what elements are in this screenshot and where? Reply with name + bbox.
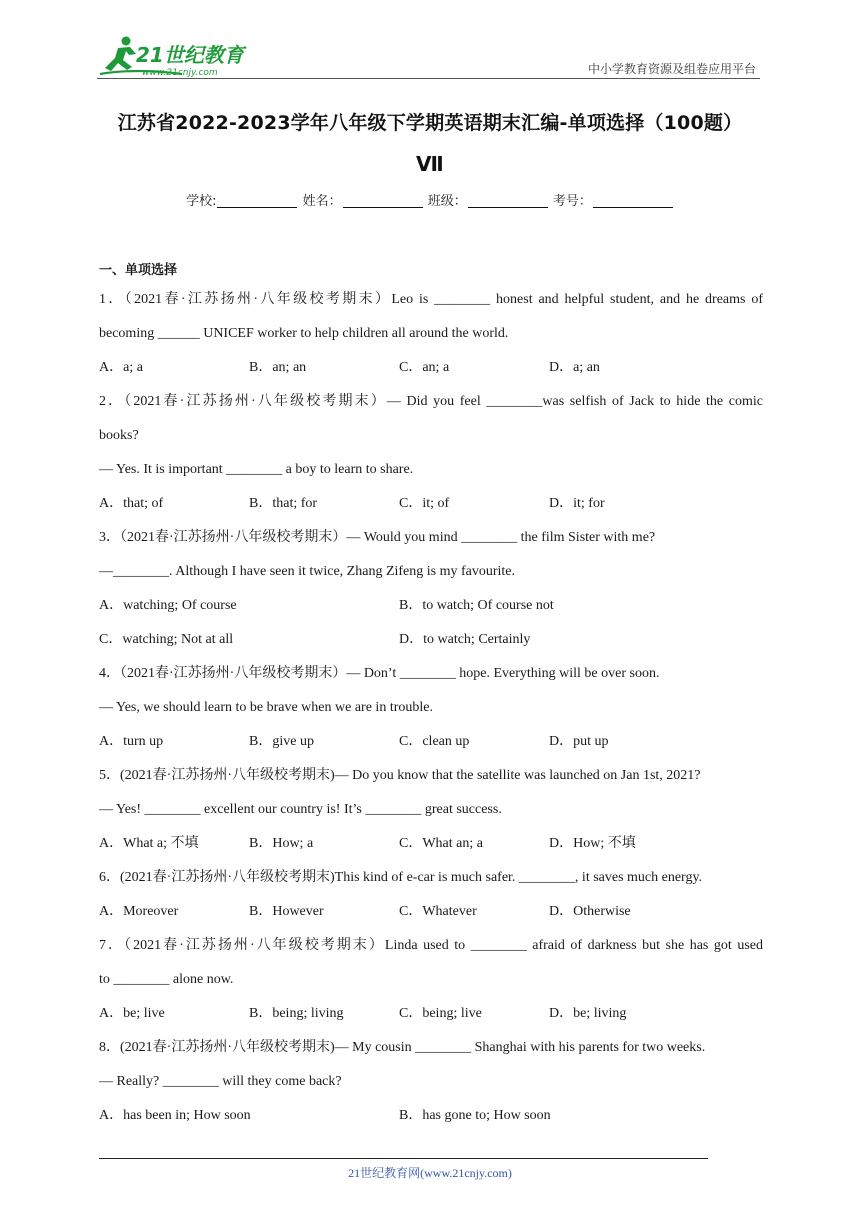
answer-option[interactable]: D．be; living	[549, 1006, 627, 1021]
answer-option[interactable]: D．How; 不填	[549, 836, 636, 851]
page-title-roman: Ⅶ	[416, 152, 444, 176]
question-line: — Yes. It is important ________ a boy to learn to share.	[99, 462, 414, 477]
page-title: 江苏省2022-2023学年八年级下学期英语期末汇编-单项选择（100题）	[117, 112, 743, 134]
footer-divider	[99, 1158, 708, 1159]
name-blank[interactable]	[343, 195, 423, 208]
answer-option[interactable]: A．that; of	[99, 496, 164, 511]
answer-option[interactable]: B．an; an	[249, 360, 307, 375]
answer-option[interactable]: B．give up	[249, 734, 314, 749]
answer-option[interactable]: C．What an; a	[399, 836, 483, 851]
answer-option[interactable]: A．be; live	[99, 1006, 165, 1021]
school-blank[interactable]	[217, 195, 297, 208]
exam-no-label: 考号：	[552, 194, 592, 209]
answer-option[interactable]: C．watching; Not at all	[99, 632, 234, 647]
question-line: — Yes, we should learn to be brave when we are in trouble.	[99, 700, 433, 715]
exam-no-blank[interactable]	[593, 195, 673, 208]
question-stem: 5．(2021春·江苏扬州·八年级校考期末)— Do you know that the satellite was launched on Jan 1st, 2021?	[99, 768, 701, 783]
question-item	[99, 861, 763, 929]
answer-option[interactable]: B．to watch; Of course not	[399, 598, 554, 613]
answer-option[interactable]: A．a; a	[99, 360, 143, 375]
answer-option[interactable]: D．a; an	[549, 360, 600, 375]
student-info-row	[0, 190, 860, 209]
answer-option[interactable]: A．What a; 不填	[99, 836, 199, 851]
question-line: —________. Although I have seen it twice, Zhang Zifeng is my favourite.	[99, 564, 516, 579]
section-heading: 一、单项选择	[99, 263, 178, 278]
question-line: — Really? ________ will they come back?	[99, 1074, 342, 1089]
answer-option[interactable]: D．Otherwise	[549, 904, 631, 919]
question-item	[99, 521, 763, 657]
question-stem: 7．（2021春·江苏扬州·八年级校考期末）Linda used to ________ afraid of darkness but she has got used	[99, 938, 763, 953]
answer-option[interactable]: B．has gone to; How soon	[399, 1108, 551, 1123]
question-stem: 4．（2021春·江苏扬州·八年级校考期末）— Don’t ________ hope. Everything will be over soon.	[99, 666, 660, 681]
answer-option[interactable]: B．However	[249, 904, 324, 919]
answer-option[interactable]: B．How; a	[249, 836, 314, 851]
question-item	[99, 759, 763, 861]
footer-link[interactable]: 21世纪教育网(www.21cnjy.com)	[348, 1166, 512, 1180]
question-stem: 3．（2021春·江苏扬州·八年级校考期末）— Would you mind ________ the film Sister with me?	[99, 530, 656, 545]
answer-option[interactable]: D．put up	[549, 734, 609, 749]
answer-option[interactable]: D．it; for	[549, 496, 605, 511]
question-stem: 1．（2021春·江苏扬州·八年级校考期末）Leo is ________ honest and helpful student, and he dreams of	[99, 292, 763, 307]
answer-option[interactable]: A．Moreover	[99, 904, 179, 919]
class-blank[interactable]	[468, 195, 548, 208]
question-item	[99, 385, 763, 521]
header-slogan: 中小学教育资源及组卷应用平台	[587, 62, 756, 76]
answer-option[interactable]: A．turn up	[99, 734, 164, 749]
answer-option[interactable]: C．clean up	[399, 734, 470, 749]
answer-option[interactable]: B．being; living	[249, 1006, 344, 1021]
answer-option[interactable]: C．Whatever	[399, 904, 477, 919]
class-label: 班级：	[427, 194, 467, 209]
answer-option[interactable]: A．has been in; How soon	[99, 1108, 251, 1123]
logo-wordmark: 21世纪教育	[136, 43, 244, 67]
question-line: to ________ alone now.	[99, 972, 234, 987]
answer-option[interactable]: A．watching; Of course	[99, 598, 237, 613]
question-stem: 6．(2021春·江苏扬州·八年级校考期末)This kind of e-car is much safer. ________, it saves much energy.	[99, 870, 703, 885]
school-label: 学校:	[186, 194, 217, 209]
question-list	[99, 283, 763, 1133]
question-item	[99, 1031, 763, 1133]
site-logo	[96, 34, 266, 80]
question-line: books?	[99, 428, 139, 443]
answer-option[interactable]: D．to watch; Certainly	[399, 632, 531, 647]
answer-option[interactable]: C．it; of	[399, 496, 450, 511]
name-label: 姓名：	[302, 194, 342, 209]
question-line: becoming ______ UNICEF worker to help children all around the world.	[99, 326, 509, 341]
answer-option[interactable]: B．that; for	[249, 496, 318, 511]
answer-option[interactable]: C．an; a	[399, 360, 450, 375]
question-line: — Yes! ________ excellent our country is! It’s ________ great success.	[99, 802, 502, 817]
question-item	[99, 283, 763, 385]
question-item	[99, 929, 763, 1031]
logo-url: www.21cnjy.com	[142, 68, 218, 78]
question-item	[99, 657, 763, 759]
question-stem: 8．(2021春·江苏扬州·八年级校考期末)— My cousin ________ Shanghai with his parents for two weeks.	[99, 1040, 706, 1055]
question-stem: 2．（2021春·江苏扬州·八年级校考期末）— Did you feel ________was selfish of Jack to hide the comic	[99, 394, 763, 409]
header-divider	[97, 78, 760, 79]
answer-option[interactable]: C．being; live	[399, 1006, 482, 1021]
